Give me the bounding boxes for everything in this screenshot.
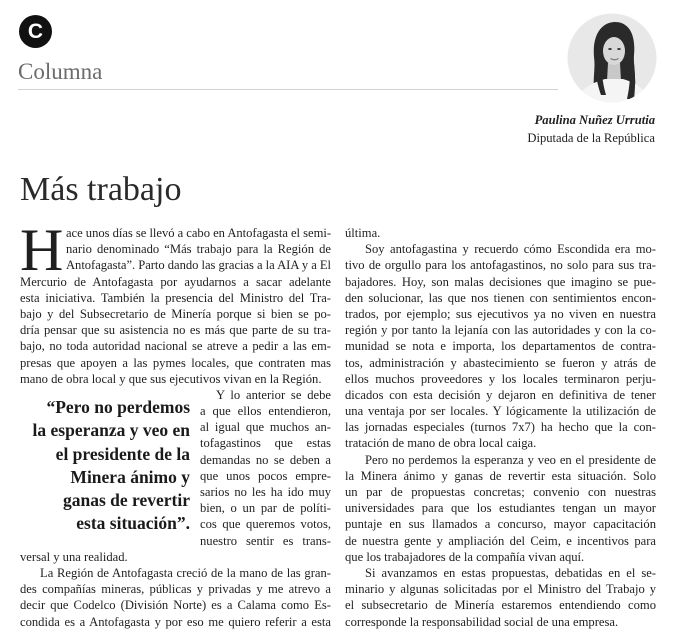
body-text-line: una ventaja por ser locales. Y lógicamente la utilización de [345, 404, 656, 419]
body-text-line: Soy antofagastina y recuerdo cómo Escondida era mo- [365, 242, 656, 257]
paragraph [345, 225, 656, 241]
body-text-line: esta iniciativa. También la presencia del Ministro del Tra- [20, 290, 331, 305]
article-title: Más trabajo [20, 171, 182, 208]
body-text-line: dría pensar que su asistencia no es más que parte de su tra- [20, 323, 331, 338]
body-text-line: des compañías mineras, públicas y privadas y me atrevo a [20, 582, 331, 597]
paragraph [345, 241, 656, 451]
section-badge [19, 15, 52, 48]
body-text-line: Mercurio de Antofagasta por ayudarnos a sacar adelante [20, 274, 331, 289]
author-name: Paulina Nuñez Urrutia [534, 113, 655, 127]
body-text-line: universidades para que los estudiantes tengan un mayor [345, 501, 656, 516]
body-text-line: a que ellos entendieron, [200, 404, 331, 419]
paragraph [20, 225, 331, 387]
body-text-line: Si avanzamos en estas propuestas, debatidas en el se- [365, 565, 656, 580]
section-badge-letter: C [27, 20, 44, 43]
body-text-line: nario denominado “Más trabajo para la Región de [66, 242, 331, 257]
body-text-line: versal y una realidad. [20, 549, 128, 564]
paragraph [345, 452, 656, 565]
body-text-line: puntaje en sus llamados a concurso, mayor capacitación [345, 517, 656, 532]
body-text-line: ace unos días se llevó a cabo en Antofagasta el semi- [66, 226, 331, 240]
paragraph [345, 565, 656, 630]
body-text-line: minario y algunas solicitadas por el Ministro del Trabajo y [345, 582, 656, 597]
body-text-line: trados, por ejemplo; sus ejecutivos ya no viven en nuestra [345, 306, 656, 321]
body-text-line: un par de propuestas concretas; convenio con nuestras [345, 485, 656, 499]
body-text-line: mano de obra local y que sus ejecutivos vivan en la Región. [20, 371, 322, 386]
pull-quote-line: el presidente de la [55, 443, 190, 464]
body-text-line: región y por tanto la lejanía con las autoridades y con la co- [345, 323, 656, 338]
body-text-line: decir que Codelco (División Norte) es a Calama como Es- [20, 598, 331, 613]
body-text-line: nuestro sentir es trans- [200, 533, 331, 548]
body-text-line: al igual que muchos an- [200, 420, 331, 435]
body-text-line: las jornadas especiales (turnos 7x7) ha hecho que la con- [345, 420, 656, 435]
pull-quote-line: esta situación”. [76, 513, 190, 534]
body-text-line: dicados con esta decisión y dejaron en definitiva de tener [345, 387, 656, 402]
paragraph [20, 565, 331, 630]
body-text-line: ellos muchos proveedores y los locales terminaron perju- [345, 371, 656, 386]
body-text-line: bajo y del Subsecretario de Minería porque si bien se po- [20, 306, 331, 321]
body-text-line: tivo de orgullo para los antofagastinos, no solo para sus tra- [345, 258, 656, 273]
body-text-line: la Minera ánimo y ganas de revertir esta situación. Solo [345, 468, 656, 483]
body-text-line: tos, administración y abastecimiento se fueron y atrás de [345, 355, 656, 370]
body-text-line: tratación de mano de obra local caiga. [345, 436, 537, 451]
body-text-line: bien, o un par de políti- [200, 501, 331, 516]
author-role: Diputada de la República [527, 131, 655, 145]
body-text-line: de nuestra gente y ampliación del Ceim, e incentivos para [345, 533, 656, 548]
body-text-line: que unos pocos empre- [200, 468, 331, 483]
body-text-line: el subsecretario de Minería estaremos entendiendo como [345, 598, 656, 613]
author-photo [567, 13, 657, 103]
body-text-line: sarios no les ha ido muy [200, 485, 331, 499]
body-text-line: presas que apoyen a las pymes locales, que contraten mas [20, 355, 331, 370]
pull-quote-line: “Pero no perdemos [46, 397, 190, 417]
body-text-line: que los trabajadores de la compañía vivan aquí. [345, 549, 585, 564]
pull-quote-line: ganas de revertir [62, 490, 190, 511]
body-text-line: cos que queremos votos, [200, 517, 331, 532]
body-text-line: munidad se nota e importa, los departamentos de contra- [345, 339, 656, 354]
body-text-line: La Región de Antofagasta creció de la mano de las gran- [40, 565, 331, 580]
author-portrait-photo [567, 13, 657, 103]
body-text-line: Y lo anterior se debe [216, 387, 331, 402]
section-label: Columna [18, 59, 103, 84]
pull-quote-line: Minera ánimo y [70, 466, 190, 487]
body-text-line: corresponde la responsabilidad social de una empresa. [345, 614, 619, 629]
body-text-line: demandas no se deben a [200, 452, 331, 467]
body-text-line: condida es a Antofagasta y por eso me quiero referir a esta [20, 614, 331, 629]
body-text-line: bajo, no toda autoridad nacional se atreve a pedir a las em- [20, 339, 331, 354]
body-text-line: Pero no perdemos la esperanza y veo en el presidente de [365, 452, 656, 467]
body-text-line: última. [345, 226, 381, 240]
drop-cap: H [20, 216, 64, 283]
body-text-line: bajadores. Hoy, son malas decisiones que imagino se pue- [345, 274, 656, 289]
body-text-line: den solucionar, las que nos tienen con sentimientos encon- [345, 290, 656, 305]
body-text-line: Antofagasta”. Parto dando las gracias a la AIA y a El [66, 258, 331, 273]
body-text-line: tofagastinos que estas [200, 436, 331, 451]
header-divider [18, 89, 558, 90]
article-column-2 [345, 225, 656, 630]
pull-quote [20, 396, 190, 536]
pull-quote-line: la esperanza y veo en [32, 420, 190, 441]
